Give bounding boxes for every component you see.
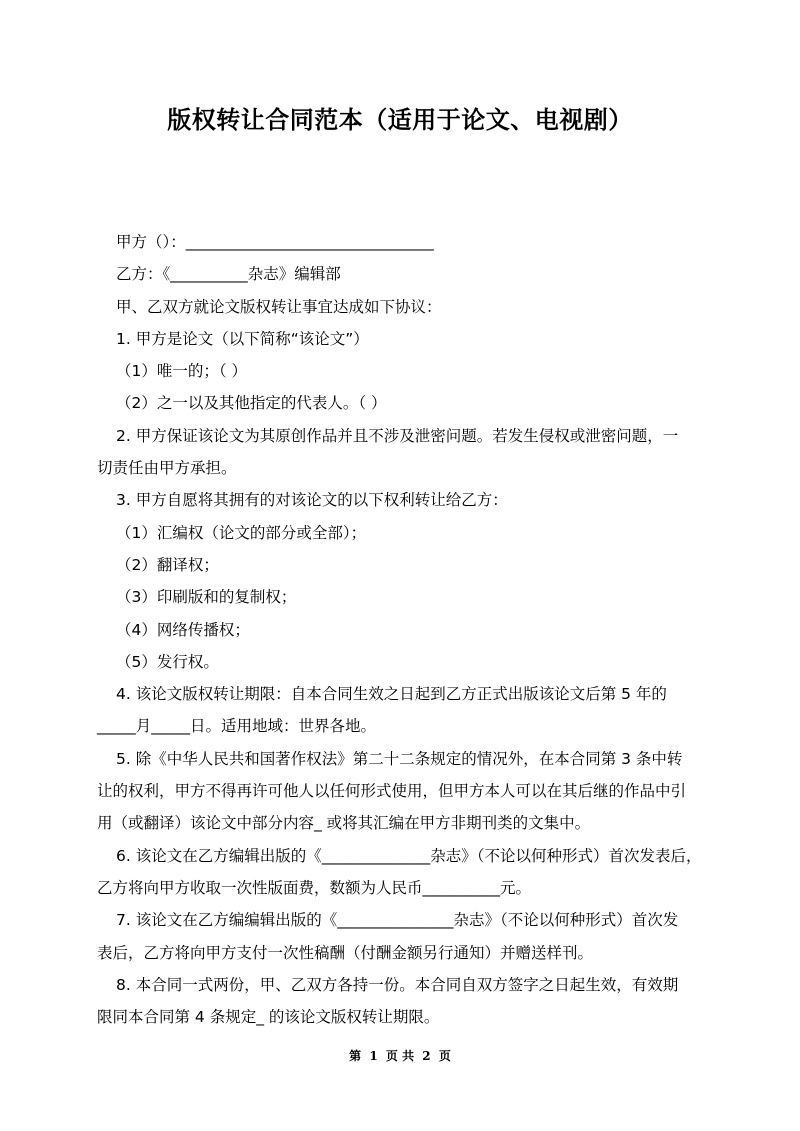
- footer-label-pages: 页: [438, 1049, 451, 1063]
- contract-body: [97, 226, 707, 1033]
- footer-label-of: 页 共: [385, 1049, 415, 1063]
- contract-line-clause-3-5: （5）发行权。: [116, 652, 219, 671]
- contract-line-clause-3-3: （3）印刷版和的复制权；: [116, 588, 297, 607]
- contract-line-clause-3: 3. 甲方自愿将其拥有的对该论文的以下权利转让给乙方：: [116, 491, 508, 510]
- contract-line-clause-8-b: 限同本合同第 4 条规定_ 的该论文版权转让期限。: [97, 1008, 440, 1027]
- contract-line-clause-1-1: （1）唯一的；（ ）: [116, 362, 248, 381]
- contract-line-clause-2-a: 2. 甲方保证该论文为其原创作品并且不涉及泄密问题。若发生侵权或泄密问题，一: [116, 426, 679, 445]
- contract-line-party-a: 甲方（）：________________________________: [116, 233, 434, 251]
- contract-line-clause-3-4: （4）网络传播权；: [116, 620, 250, 639]
- contract-line-clause-5-b: 让的权利，甲方不得再许可他人以任何形式使用，但甲方本人可以在其后继的作品中引: [97, 782, 687, 801]
- page-footer: [0, 1047, 800, 1064]
- contract-line-clause-4-b: _____月_____日。适用地域：世界各地。: [97, 717, 377, 736]
- contract-line-clause-6-b: 乙方将向甲方收取一次性版面费，数额为人民币__________元。: [97, 878, 532, 897]
- footer-current-page: 1: [369, 1049, 378, 1063]
- contract-line-clause-5-c: 用（或翻译）该论文中部分内容_ 或将其汇编在甲方非期刊类的文集中。: [97, 814, 591, 833]
- footer-label-page: 第: [349, 1049, 362, 1063]
- contract-line-clause-8-a: 8. 本合同一式两份，甲、乙双方各持一份。本合同自双方签字之日起生效，有效期: [116, 975, 679, 994]
- contract-line-clause-3-2: （2）翻译权；: [116, 555, 219, 574]
- contract-line-clause-5-a: 5. 除《中华人民共和国著作权法》第二十二条规定的情况外，在本合同第 3 条中转: [116, 749, 683, 768]
- contract-line-clause-7-a: 7. 该论文在乙方编编辑出版的《_______________杂志》（不论以何种形式）首次发: [116, 911, 679, 930]
- contract-line-clause-7-b: 表后，乙方将向甲方支付一次性稿酬（付酬金额另行通知）并赠送样刊。: [97, 943, 594, 962]
- contract-line-clause-2-b: 切责任由甲方承担。: [97, 459, 237, 478]
- contract-line-intro: 甲、乙双方就论文版权转让事宜达成如下协议：: [116, 297, 442, 316]
- contract-line-clause-4-a: 4. 该论文版权转让期限：自本合同生效之日起到乙方正式出版该论文后第 5 年的: [116, 685, 667, 704]
- footer-total-pages: 2: [422, 1049, 431, 1063]
- page-title: 版权转让合同范本（适用于论文、电视剧）: [167, 106, 633, 134]
- contract-line-clause-1-2: （2）之一以及其他指定的代表人。（ ）: [116, 394, 387, 413]
- contract-line-party-b: 乙方：《__________杂志》编辑部: [116, 265, 341, 284]
- contract-line-clause-6-a: 6. 该论文在乙方编辑出版的《______________杂志》（不论以何种形式）首次发表后，: [116, 846, 702, 865]
- contract-line-clause-1: 1. 甲方是论文（以下简称“该论文”）: [116, 329, 369, 348]
- contract-line-clause-3-1: （1）汇编权（论文的部分或全部）；: [116, 523, 367, 542]
